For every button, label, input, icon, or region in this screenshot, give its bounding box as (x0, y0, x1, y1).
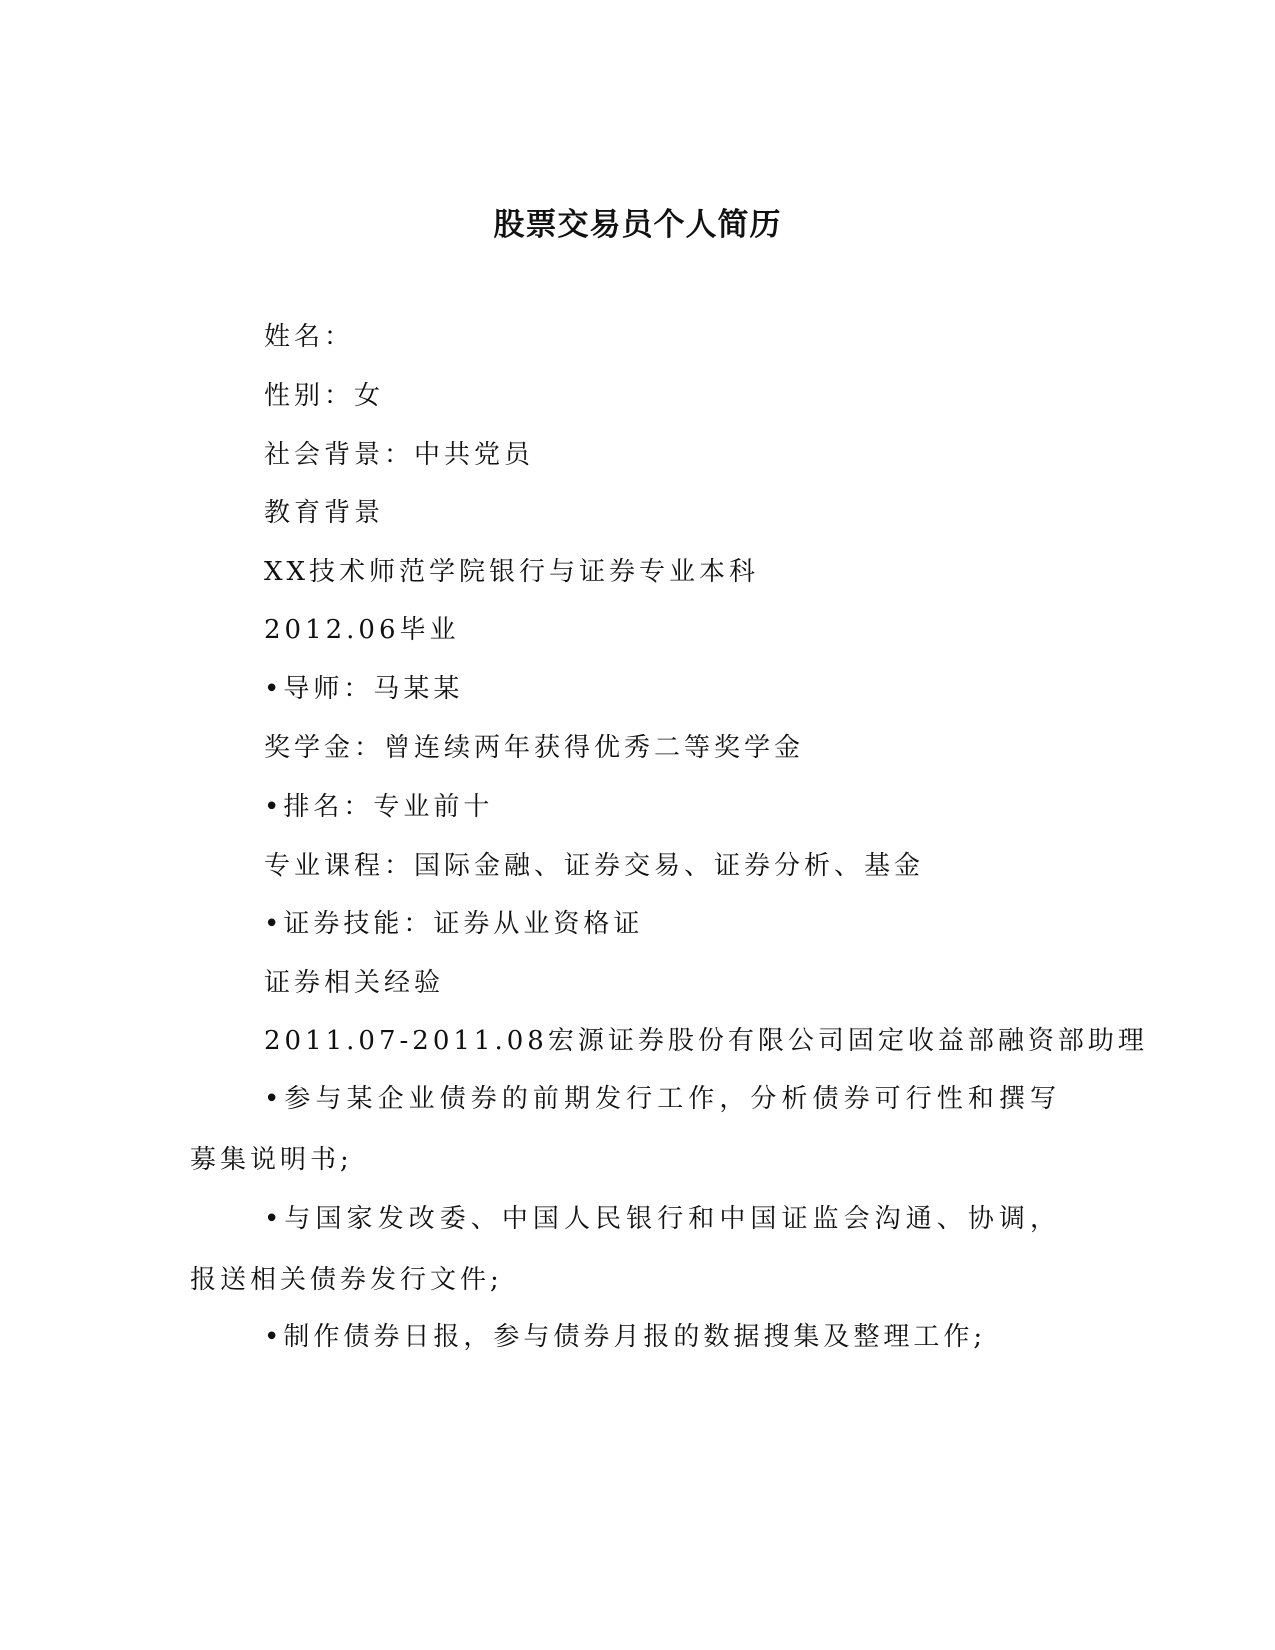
scholarship-line: 奖学金：曾连续两年获得优秀二等奖学金 (264, 733, 805, 763)
name-field: 姓名： (264, 322, 355, 352)
ranking-line: •排名：专业前十 (264, 792, 494, 822)
experience-bullet-1: •参与某企业债券的前期发行工作，分析债券可行性和撰写募集说明书; (190, 1084, 1060, 1175)
advisor-line: •导师：马某某 (264, 674, 464, 704)
experience-bullet-3: •制作债券日报，参与债券月报的数据搜集及整理工作; (264, 1322, 987, 1352)
gender-field: 性别：女 (264, 381, 385, 411)
school-line: XX技术师范学院银行与证券专业本科 (264, 557, 760, 587)
political-background-field: 社会背景：中共党员 (264, 440, 535, 470)
experience-entry: 2011.07-2011.08宏源证券股份有限公司固定收益部融资部助理 (264, 1026, 1148, 1056)
graduation-line: 2012.06毕业 (264, 615, 460, 645)
experience-heading: 证券相关经验 (264, 968, 445, 998)
document-title: 股票交易员个人简历 (493, 207, 782, 243)
skills-line: •证券技能：证券从业资格证 (264, 909, 644, 939)
experience-bullet-2: •与国家发改委、中国人民银行和中国证监会沟通、协调，报送相关债券发行文件; (190, 1204, 1060, 1295)
education-heading: 教育背景 (264, 498, 385, 528)
courses-line: 专业课程：国际金融、证券交易、证券分析、基金 (264, 851, 925, 881)
